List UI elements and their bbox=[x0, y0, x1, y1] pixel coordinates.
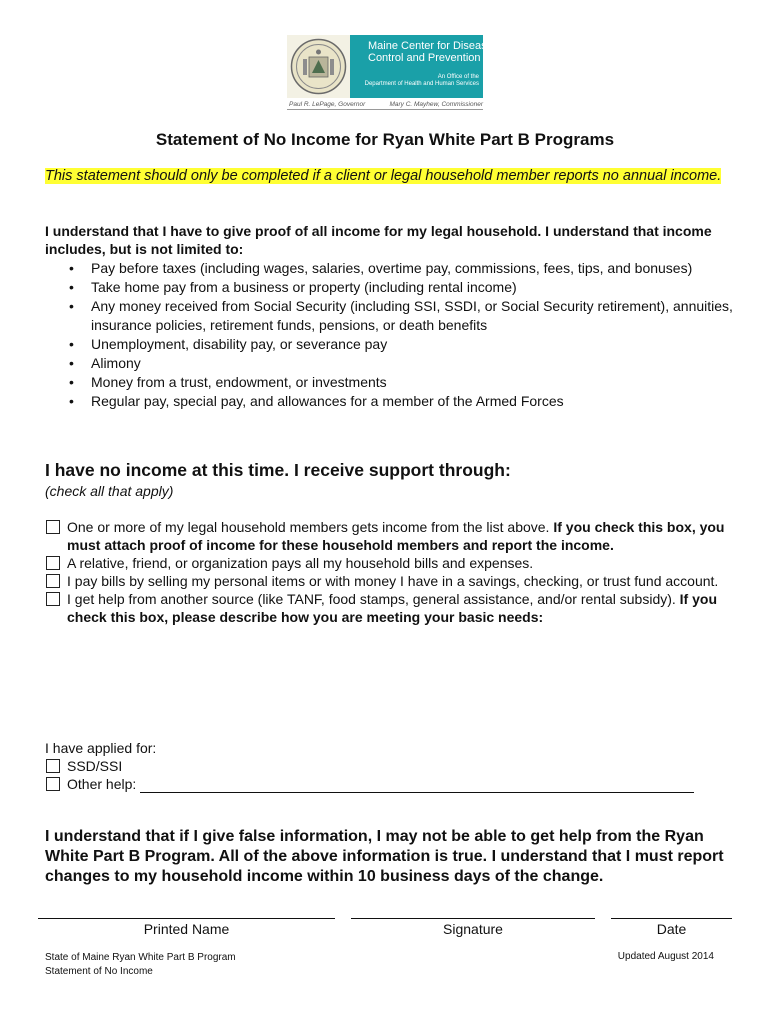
final-statement: I understand that if I give false information, I may not be able to get help from the Ryan White Part B Program. All of the above information is true. I understand that I must report changes to my household income within 10 business days of the change. bbox=[45, 828, 724, 885]
signature-line[interactable] bbox=[351, 918, 595, 919]
applied-ssd-ssi bbox=[45, 757, 735, 775]
footer-line2: Statement of No Income bbox=[45, 966, 153, 977]
option-text: I pay bills by selling my personal items or with money I have in a savings, checking, or trust fund account. bbox=[67, 573, 719, 589]
support-options bbox=[45, 518, 735, 626]
date-label: Date bbox=[656, 921, 687, 937]
support-subheading: (check all that apply) bbox=[45, 483, 174, 499]
logo-office-line2: Department of Health and Human Services bbox=[364, 81, 479, 87]
signature-label: Signature bbox=[443, 921, 503, 937]
date-line[interactable] bbox=[611, 918, 732, 919]
income-list bbox=[45, 259, 735, 411]
support-option-other-source bbox=[45, 590, 735, 626]
checkbox[interactable] bbox=[46, 574, 60, 588]
footer-program bbox=[45, 951, 236, 979]
checkbox[interactable] bbox=[46, 520, 60, 534]
income-intro: I understand that I have to give proof of all income for my legal household. I understand that income includes, but is not limited to: bbox=[45, 223, 712, 257]
checkbox[interactable] bbox=[46, 592, 60, 606]
governor-name: Paul R. LePage, Governor bbox=[289, 101, 366, 108]
list-item: • Pay before taxes (including wages, salaries, overtime pay, commissions, fees, tips, and bonuses) bbox=[45, 259, 735, 278]
option-text: SSD/SSI bbox=[67, 758, 123, 774]
instruction-note bbox=[45, 167, 735, 186]
applied-section bbox=[45, 739, 735, 793]
commissioner-name: Mary C. Mayhew, Commissioner bbox=[389, 101, 483, 108]
maine-cdc-logo bbox=[287, 35, 493, 111]
list-item: • Alimony bbox=[45, 354, 735, 373]
logo-org-line1: Maine Center for Disease bbox=[368, 40, 493, 52]
support-option-selling bbox=[45, 572, 735, 590]
checkbox[interactable] bbox=[46, 777, 60, 791]
other-help-input[interactable] bbox=[140, 778, 694, 793]
checkbox[interactable] bbox=[46, 759, 60, 773]
list-item: • Regular pay, special pay, and allowances for a member of the Armed Forces bbox=[45, 392, 735, 411]
printed-name-line[interactable] bbox=[38, 918, 335, 919]
support-heading: I have no income at this time. I receive support through: bbox=[45, 460, 511, 480]
list-item: • Take home pay from a business or property (including rental income) bbox=[45, 278, 735, 297]
support-option-relative bbox=[45, 554, 735, 572]
footer-updated: Updated August 2014 bbox=[617, 951, 714, 962]
list-item: • Money from a trust, endowment, or investments bbox=[45, 373, 735, 392]
option-text: I get help from another source (like TANF, food stamps, general assistance, and/or rental subsidy). bbox=[67, 591, 680, 607]
list-item: • Any money received from Social Security (including SSI, SSDI, or Social Security retirement), annuities, insurance policies, retirement funds, pensions, or death benefits bbox=[45, 297, 735, 335]
option-text: Other help: bbox=[67, 776, 137, 792]
option-text: One or more of my legal household members gets income from the list above. bbox=[67, 519, 554, 535]
maine-seal-icon bbox=[287, 35, 350, 98]
logo-divider bbox=[287, 109, 483, 110]
logo-text-panel bbox=[350, 35, 493, 98]
applied-other-help bbox=[45, 775, 735, 793]
page-title: Statement of No Income for Ryan White Part B Programs bbox=[155, 130, 615, 149]
list-item: • Unemployment, disability pay, or severance pay bbox=[45, 335, 735, 354]
option-bold-text: If you check this box, please describe how you are meeting your basic needs: bbox=[67, 591, 718, 625]
option-text: A relative, friend, or organization pays all my household bills and expenses. bbox=[67, 555, 534, 571]
printed-name-label: Printed Name bbox=[143, 921, 230, 937]
checkbox[interactable] bbox=[46, 556, 60, 570]
support-option-household bbox=[45, 518, 735, 554]
highlighted-note-text: This statement should only be completed if a client or legal household member reports no annual income. bbox=[45, 168, 722, 184]
footer-line1: State of Maine Ryan White Part B Program bbox=[45, 952, 236, 963]
logo-org-line2: Control and Prevention bbox=[368, 52, 481, 64]
applied-label: I have applied for: bbox=[45, 740, 157, 756]
option-bold-text: If you check this box, you must attach proof of income for these household members and report the income. bbox=[67, 519, 725, 553]
logo-office-line1: An Office of the bbox=[437, 74, 479, 80]
